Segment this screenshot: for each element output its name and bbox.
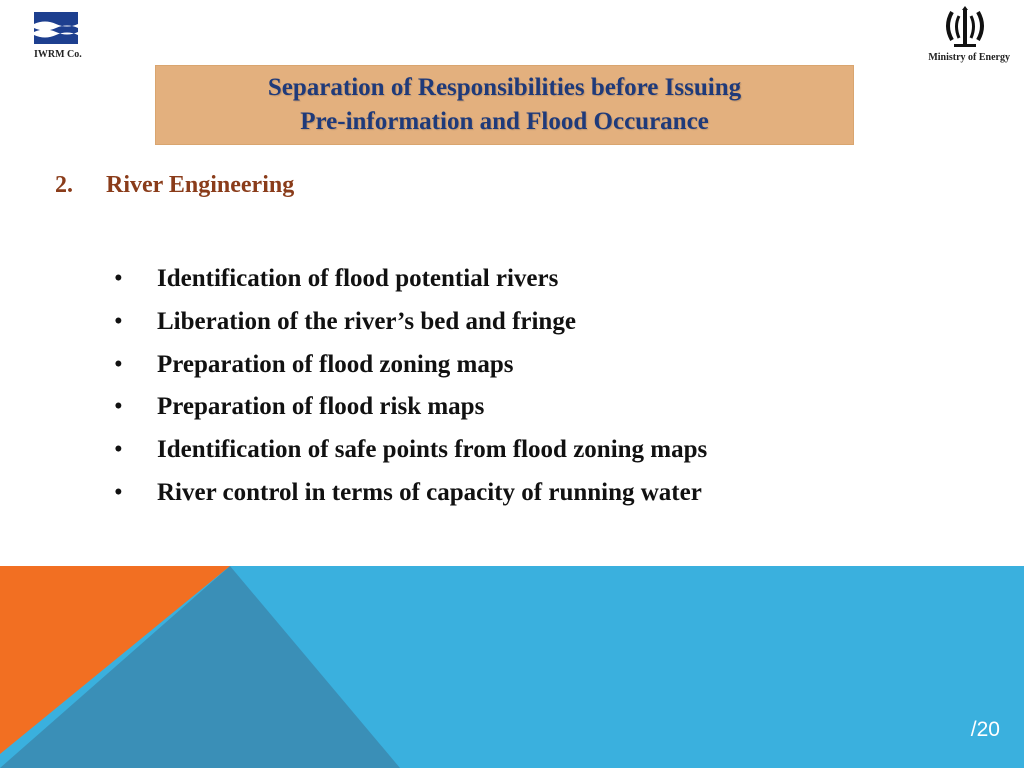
list-item-text: Identification of flood potential rivers xyxy=(157,265,559,292)
bullet-icon: • xyxy=(114,350,123,378)
list-item-text: Liberation of the river’s bed and fringe xyxy=(157,307,576,335)
responsibility-list xyxy=(114,258,707,515)
iwrm-logo-label: IWRM Co. xyxy=(34,49,82,60)
footer-decoration xyxy=(0,566,1024,768)
list-item-text: River control in terms of capacity of running water xyxy=(157,478,702,506)
list-item-text: Preparation of flood risk maps xyxy=(157,393,485,421)
section-heading: River Engineering xyxy=(106,172,295,198)
list-item-text: Identification of safe points from flood zoning maps xyxy=(157,436,708,464)
bullet-icon: • xyxy=(114,478,123,506)
bullet-icon: • xyxy=(114,393,123,421)
slide-title-line-2: Pre-information and Flood Occurance xyxy=(300,108,709,135)
slide-title-line-1: Separation of Responsibilities before Issuing xyxy=(267,74,742,101)
list-item xyxy=(114,386,707,429)
list-item xyxy=(114,344,707,387)
page-number: /20 xyxy=(970,718,1000,741)
bullet-icon: • xyxy=(114,307,123,335)
bullet-icon: • xyxy=(114,265,123,292)
list-item xyxy=(114,301,707,344)
iwrm-logo-icon xyxy=(34,12,78,44)
section-number: 2. xyxy=(55,172,73,198)
bullet-icon: • xyxy=(114,436,123,464)
list-item xyxy=(114,258,707,301)
ministry-logo-label: Ministry of Energy xyxy=(928,52,1010,63)
slide-title-box xyxy=(155,65,854,145)
list-item xyxy=(114,429,707,472)
ministry-emblem-icon xyxy=(940,6,990,50)
list-item-text: Preparation of flood zoning maps xyxy=(157,350,514,378)
list-item xyxy=(114,472,707,515)
